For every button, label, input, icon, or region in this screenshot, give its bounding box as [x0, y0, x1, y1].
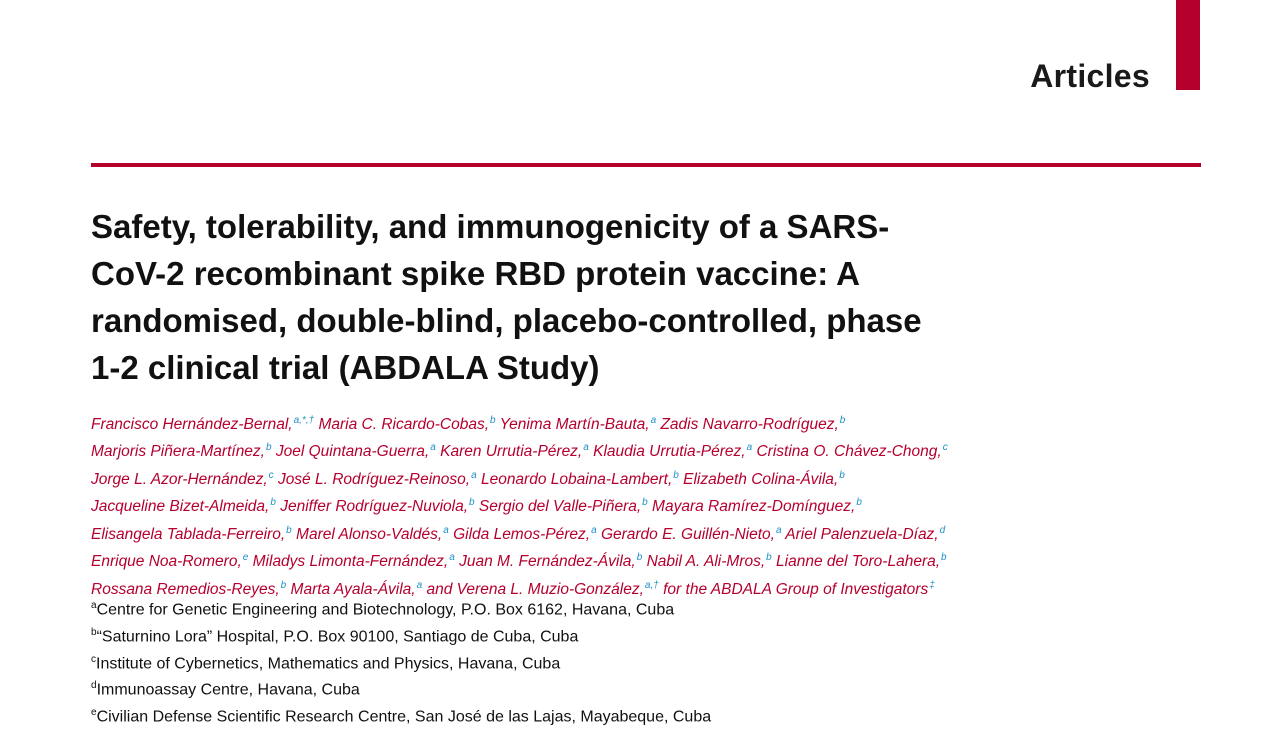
- affiliation-text: Civilian Defense Scientific Research Centre, San José de las Lajas, Mayabeque, Cuba: [96, 708, 712, 726]
- author-name[interactable]: Jacqueline Bizet-Almeida,: [91, 498, 270, 516]
- title-line: randomised, double-blind, placebo-controlled, phase: [91, 302, 922, 339]
- author-name[interactable]: Yenima Martín-Bauta,: [499, 416, 650, 434]
- author-line: [91, 546, 1091, 573]
- author-name[interactable]: Francisco Hernández-Bernal,: [91, 416, 293, 434]
- affiliation-text: Institute of Cybernetics, Mathematics and Physics, Havana, Cuba: [96, 654, 561, 672]
- author-name[interactable]: Marta Ayala-Ávila,: [290, 580, 416, 598]
- affiliation-marker[interactable]: a,*,†: [293, 415, 315, 426]
- affiliation-marker[interactable]: a,†: [644, 579, 659, 591]
- author-line: [91, 464, 1091, 491]
- author-name[interactable]: Sergio del Valle-Piñera,: [478, 498, 642, 516]
- author-name[interactable]: Nabil A. Ali-Mros,: [646, 553, 766, 571]
- affiliation-marker[interactable]: b: [280, 579, 287, 591]
- affiliation-marker[interactable]: b: [941, 552, 947, 564]
- affiliation-marker[interactable]: a: [650, 415, 657, 426]
- affiliation-key: c: [91, 653, 96, 665]
- title-line: 1-2 clinical trial (ABDALA Study): [91, 349, 600, 386]
- affiliation-list: [91, 595, 991, 729]
- author-name[interactable]: Maria C. Ricardo-Cobas,: [318, 416, 490, 434]
- author-line: [91, 436, 1091, 463]
- affiliation-marker[interactable]: b: [286, 524, 292, 536]
- affiliation-marker[interactable]: c: [268, 469, 274, 481]
- affiliation-item: [91, 675, 991, 702]
- author-name[interactable]: Marel Alonso-Valdés,: [296, 525, 443, 543]
- affiliation-marker[interactable]: b: [490, 415, 496, 426]
- author-name[interactable]: Klaudia Urrutia-Pérez,: [593, 443, 746, 461]
- author-name[interactable]: Rossana Remedios-Reyes,: [91, 580, 280, 598]
- header-rule: [91, 163, 1201, 167]
- affiliation-marker[interactable]: c: [942, 442, 948, 454]
- author-name[interactable]: Mayara Ramírez-Domínguez,: [652, 498, 856, 516]
- author-name[interactable]: Cristina O. Chávez-Chong,: [756, 443, 942, 461]
- affiliation-marker[interactable]: a: [746, 442, 753, 454]
- title-line: Safety, tolerability, and immunogenicity of a SARS-: [91, 208, 890, 245]
- affiliation-marker[interactable]: b: [673, 469, 679, 481]
- affiliation-marker[interactable]: b: [642, 497, 648, 509]
- author-list: [91, 409, 1091, 601]
- affiliation-marker[interactable]: a: [430, 442, 436, 454]
- affiliation-marker[interactable]: d: [939, 524, 946, 536]
- author-name[interactable]: Marjoris Piñera-Martínez,: [91, 443, 265, 461]
- affiliation-marker[interactable]: b: [469, 497, 475, 509]
- affiliation-marker[interactable]: b: [856, 497, 862, 509]
- author-name[interactable]: Gerardo E. Guillén-Nieto,: [600, 525, 775, 543]
- title-line: CoV-2 recombinant spike RBD protein vaccine: A: [91, 255, 860, 292]
- author-name[interactable]: for the ABDALA Group of Investigators: [663, 580, 929, 598]
- affiliation-marker[interactable]: e: [242, 552, 249, 564]
- author-name[interactable]: Jeniffer Rodríguez-Nuviola,: [280, 498, 469, 516]
- affiliation-marker[interactable]: b: [266, 442, 272, 454]
- author-name[interactable]: Juan M. Fernández-Ávila,: [459, 553, 636, 571]
- author-name[interactable]: Ariel Palenzuela-Díaz,: [785, 525, 939, 543]
- affiliation-key: e: [91, 707, 97, 719]
- affiliation-marker[interactable]: b: [270, 497, 276, 509]
- affiliation-marker[interactable]: b: [636, 552, 643, 564]
- author-name[interactable]: Miladys Limonta-Fernández,: [252, 553, 449, 571]
- author-name[interactable]: Enrique Noa-Romero,: [91, 553, 242, 571]
- affiliation-text: Immunoassay Centre, Havana, Cuba: [96, 681, 360, 699]
- author-name[interactable]: Gilda Lemos-Pérez,: [453, 525, 591, 543]
- author-line: [91, 519, 1091, 546]
- affiliation-marker[interactable]: a: [583, 442, 589, 454]
- article-title: [91, 203, 1021, 391]
- author-name[interactable]: José L. Rodríguez-Reinoso,: [277, 471, 471, 489]
- affiliation-marker[interactable]: a: [443, 524, 449, 536]
- author-name[interactable]: Karen Urrutia-Pérez,: [440, 443, 583, 461]
- author-name[interactable]: and Verena L. Muzio-González,: [426, 580, 644, 598]
- affiliation-key: b: [91, 626, 97, 638]
- author-name[interactable]: Zadis Navarro-Rodríguez,: [660, 416, 839, 434]
- affiliation-marker[interactable]: ‡: [929, 579, 935, 591]
- affiliation-marker[interactable]: a: [775, 524, 782, 536]
- affiliation-marker[interactable]: a: [471, 469, 477, 481]
- affiliation-text: “Saturnino Lora” Hospital, P.O. Box 90100, Santiago de Cuba, Cuba: [96, 628, 579, 646]
- affiliation-key: a: [91, 600, 97, 611]
- affiliation-marker[interactable]: a: [591, 524, 597, 536]
- author-name[interactable]: Joel Quintana-Guerra,: [275, 443, 430, 461]
- affiliation-marker[interactable]: a: [449, 552, 455, 564]
- affiliation-marker[interactable]: b: [839, 415, 846, 426]
- affiliation-item: [91, 702, 991, 729]
- author-name[interactable]: Elisangela Tablada-Ferreiro,: [91, 525, 286, 543]
- author-line: [91, 409, 1091, 436]
- affiliation-key: d: [91, 680, 97, 692]
- section-label: Articles: [1030, 58, 1150, 94]
- affiliation-marker[interactable]: a: [416, 579, 423, 591]
- affiliation-marker[interactable]: b: [766, 552, 772, 564]
- affiliation-item: [91, 649, 991, 676]
- corner-accent-bar: [1176, 0, 1200, 90]
- author-name[interactable]: Lianne del Toro-Lahera,: [776, 553, 941, 571]
- affiliation-marker[interactable]: b: [839, 469, 845, 481]
- author-line: [91, 491, 1091, 518]
- affiliation-text: Centre for Genetic Engineering and Biotechnology, P.O. Box 6162, Havana, Cuba: [96, 601, 675, 619]
- author-name[interactable]: Elizabeth Colina-Ávila,: [683, 471, 839, 489]
- author-name[interactable]: Jorge L. Azor-Hernández,: [91, 471, 268, 489]
- affiliation-item: [91, 622, 991, 649]
- author-name[interactable]: Leonardo Lobaina-Lambert,: [480, 471, 673, 489]
- affiliation-item: [91, 595, 991, 622]
